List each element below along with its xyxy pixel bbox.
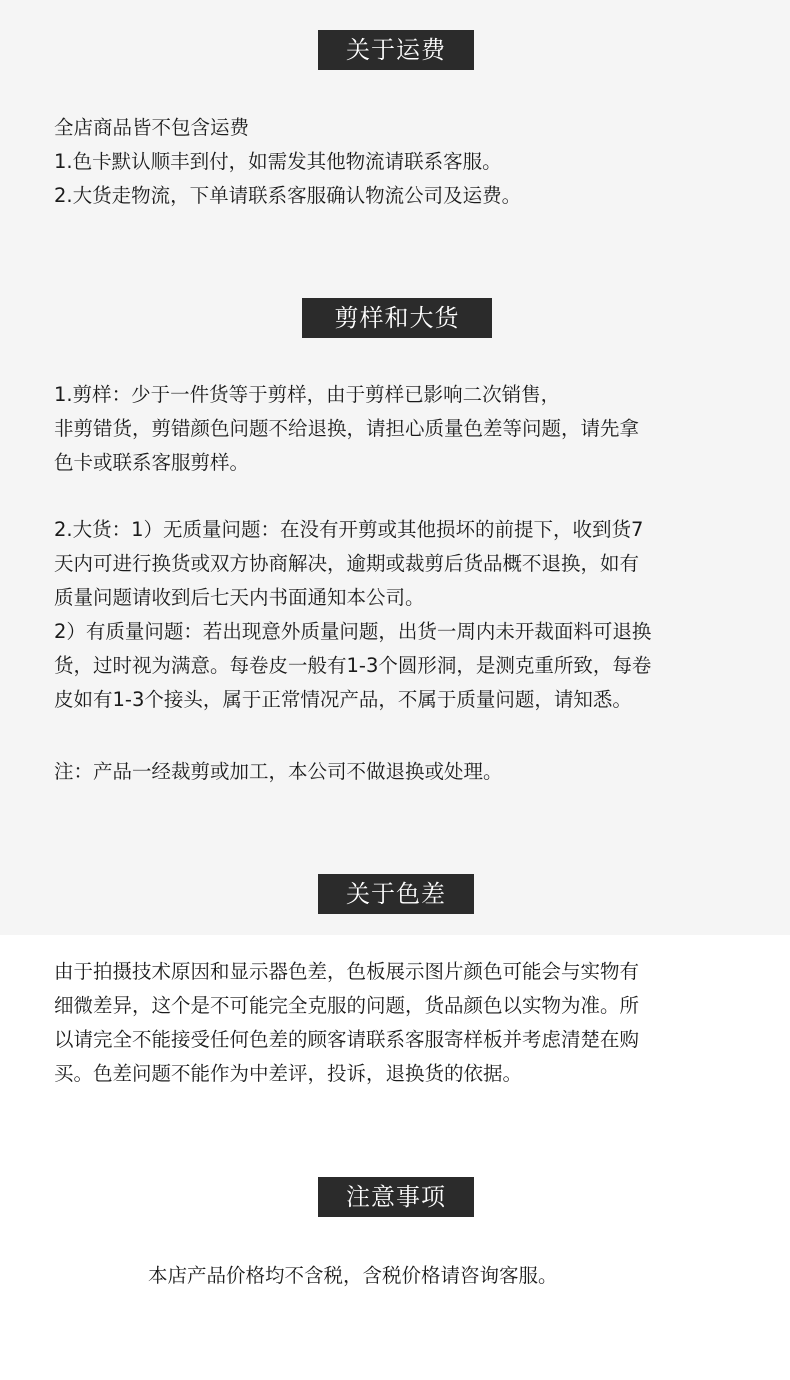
shipping-section-title: 关于运费 [318, 30, 474, 70]
samples-line: 非剪错货，剪错颜色问题不给退换，请担心质量色差等问题，请先拿 [54, 417, 640, 440]
samples-para-1 [54, 378, 754, 480]
samples-line: 色卡或联系客服剪样。 [54, 451, 250, 474]
color-line: 买。色差问题不能作为中差评，投诉，退换货的依据。 [54, 1062, 523, 1085]
color-text [54, 955, 754, 1091]
samples-para-2 [54, 513, 754, 717]
notice-section-title: 注意事项 [318, 1177, 474, 1217]
samples-line: 质量问题请收到后七天内书面通知本公司。 [54, 586, 425, 609]
shipping-line: 2.大货走物流，下单请联系客服确认物流公司及运费。 [54, 184, 522, 207]
shipping-text [54, 111, 754, 213]
color-line: 细微差异，这个是不可能完全克服的问题，货品颜色以实物为准。所 [54, 994, 640, 1017]
samples-line: 货，过时视为满意。每卷皮一般有1-3个圆形洞，是测克重所致，每卷 [54, 654, 652, 677]
notice-line: 本店产品价格均不含税，含税价格请咨询客服。 [148, 1264, 558, 1287]
shipping-line: 1.色卡默认顺丰到付，如需发其他物流请联系客服。 [54, 150, 502, 173]
color-line: 以请完全不能接受任何色差的顾客请联系客服寄样板并考虑清楚在购 [54, 1028, 640, 1051]
samples-line: 皮如有1-3个接头，属于正常情况产品，不属于质量问题，请知悉。 [54, 688, 632, 711]
notice-text [148, 1259, 790, 1293]
color-section-title: 关于色差 [318, 874, 474, 914]
samples-section-title: 剪样和大货 [302, 298, 492, 338]
shipping-line: 全店商品皆不包含运费 [54, 116, 250, 139]
samples-line: 天内可进行换货或双方协商解决，逾期或裁剪后货品概不退换，如有 [54, 552, 640, 575]
samples-note [54, 755, 754, 789]
samples-note-line: 注：产品一经裁剪或加工，本公司不做退换或处理。 [54, 760, 503, 783]
samples-line: 1.剪样：少于一件货等于剪样，由于剪样已影响二次销售， [54, 383, 561, 406]
color-line: 由于拍摄技术原因和显示器色差，色板展示图片颜色可能会与实物有 [54, 960, 640, 983]
samples-line: 2）有质量问题：若出现意外质量问题，出货一周内未开裁面料可退换 [54, 620, 652, 643]
samples-line: 2.大货：1）无质量问题：在没有开剪或其他损坏的前提下，收到货7 [54, 518, 644, 541]
